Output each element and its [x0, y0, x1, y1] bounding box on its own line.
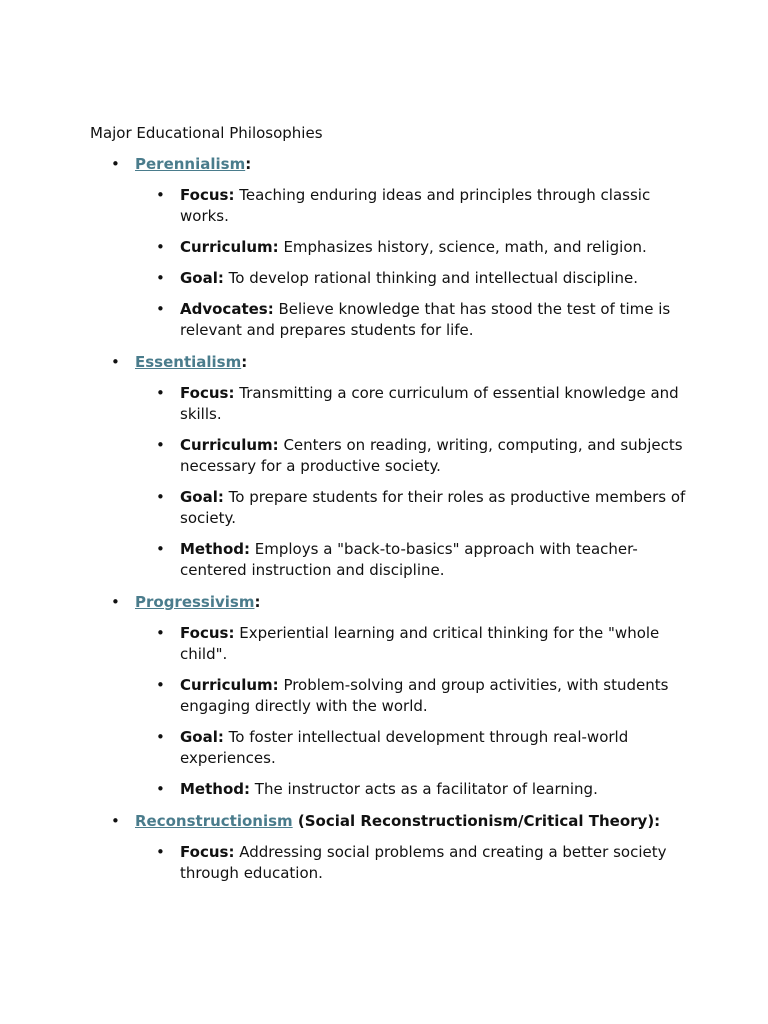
point-text: Transmitting a core curriculum of essential knowledge and skills.: [180, 384, 679, 423]
point-label: Curriculum:: [180, 238, 279, 256]
point-text: Emphasizes history, science, math, and religion.: [283, 238, 647, 256]
bullet-icon: •: [156, 488, 165, 506]
point-text: To foster intellectual development through real-world experiences.: [180, 728, 629, 767]
philosophy-item-essentialism: [90, 352, 690, 581]
list-item: [135, 185, 690, 227]
point-label: Curriculum:: [180, 436, 279, 454]
philosophy-heading-suffix: :: [254, 593, 261, 611]
bullet-icon: •: [111, 353, 120, 371]
point-text: Addressing social problems and creating a better society through education.: [180, 843, 667, 882]
bullet-icon: •: [156, 728, 165, 746]
philosophy-heading-suffix: (Social Reconstructionism/Critical Theory):: [292, 812, 661, 830]
point-label: Curriculum:: [180, 676, 279, 694]
list-item: [135, 299, 690, 341]
point-label: Goal:: [180, 269, 224, 287]
philosophy-list: [90, 154, 690, 884]
list-item: [135, 727, 690, 769]
philosophy-link-essentialism[interactable]: Essentialism: [135, 353, 242, 371]
philosophy-points-list: [135, 842, 690, 884]
bullet-icon: •: [156, 238, 165, 256]
philosophy-item-progressivism: [90, 592, 690, 800]
document-title: Major Educational Philosophies: [90, 124, 323, 142]
bullet-icon: •: [111, 812, 120, 830]
bullet-icon: •: [156, 843, 165, 861]
list-item: [135, 623, 690, 665]
philosophy-heading-suffix: :: [245, 155, 252, 173]
point-text: Problem-solving and group activities, with students engaging directly with the world.: [180, 676, 669, 715]
point-label: Advocates:: [180, 300, 274, 318]
point-label: Focus:: [180, 384, 235, 402]
bullet-icon: •: [111, 593, 120, 611]
point-text: Believe knowledge that has stood the test of time is relevant and prepares students for life.: [180, 300, 671, 339]
philosophy-points-list: [135, 185, 690, 341]
philosophy-heading-suffix: :: [241, 353, 248, 371]
bullet-icon: •: [156, 269, 165, 287]
list-item: [135, 842, 690, 884]
bullet-icon: •: [156, 540, 165, 558]
bullet-icon: •: [156, 300, 165, 318]
point-text: Employs a "back-to-basics" approach with teacher-centered instruction and discipline.: [180, 540, 638, 579]
bullet-icon: •: [156, 676, 165, 694]
list-item: [135, 539, 690, 581]
philosophy-heading: [135, 592, 690, 613]
bullet-icon: •: [156, 780, 165, 798]
point-text: To prepare students for their roles as productive members of society.: [180, 488, 686, 527]
philosophy-link-perennialism[interactable]: Perennialism: [135, 155, 246, 173]
philosophy-points-list: [135, 623, 690, 800]
point-text: The instructor acts as a facilitator of learning.: [254, 780, 598, 798]
point-text: Teaching enduring ideas and principles through classic works.: [180, 186, 651, 225]
point-text: Centers on reading, writing, computing, and subjects necessary for a productive society.: [180, 436, 683, 475]
list-item: [135, 487, 690, 529]
point-label: Goal:: [180, 728, 224, 746]
bullet-icon: •: [111, 155, 120, 173]
bullet-icon: •: [156, 624, 165, 642]
bullet-icon: •: [156, 186, 165, 204]
philosophy-item-reconstructionism: [90, 811, 690, 884]
list-item: [135, 268, 690, 289]
point-label: Method:: [180, 780, 250, 798]
point-label: Focus:: [180, 843, 235, 861]
philosophy-link-reconstructionism[interactable]: Reconstructionism: [135, 812, 293, 830]
philosophy-item-perennialism: [90, 154, 690, 341]
point-text: Experiential learning and critical thinking for the "whole child".: [180, 624, 660, 663]
list-item: [135, 675, 690, 717]
document-page: [90, 123, 690, 895]
point-label: Focus:: [180, 186, 235, 204]
list-item: [135, 237, 690, 258]
point-label: Method:: [180, 540, 250, 558]
point-label: Goal:: [180, 488, 224, 506]
philosophy-heading: [135, 154, 690, 175]
point-text: To develop rational thinking and intellectual discipline.: [228, 269, 639, 287]
philosophy-heading: [135, 811, 690, 832]
point-label: Focus:: [180, 624, 235, 642]
philosophy-points-list: [135, 383, 690, 581]
philosophy-link-progressivism[interactable]: Progressivism: [135, 593, 255, 611]
list-item: [135, 383, 690, 425]
bullet-icon: •: [156, 384, 165, 402]
list-item: [135, 435, 690, 477]
philosophy-heading: [135, 352, 690, 373]
bullet-icon: •: [156, 436, 165, 454]
list-item: [135, 779, 690, 800]
